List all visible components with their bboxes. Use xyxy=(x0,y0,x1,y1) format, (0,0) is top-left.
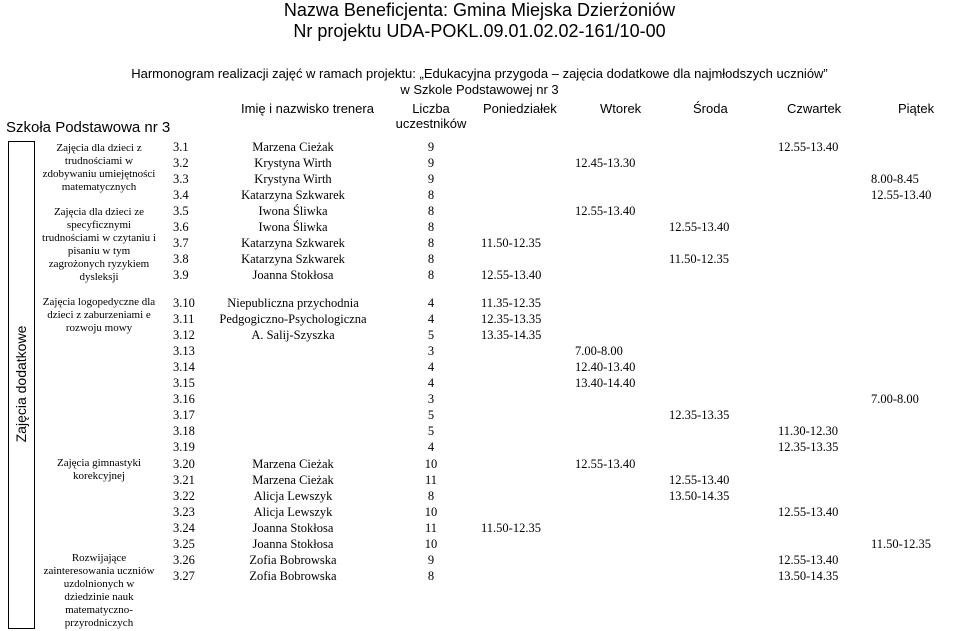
row-number: 3.7 xyxy=(173,236,189,250)
trainer-name: Iwona Śliwka xyxy=(258,220,328,234)
class-time: 7.00-8.00 xyxy=(871,392,919,406)
trainer-name: Marzena Cieżak xyxy=(252,140,334,154)
day-header-thursday: Czwartek xyxy=(787,101,842,116)
trainer-name: Zofia Bobrowska xyxy=(249,553,337,567)
participant-count: 8 xyxy=(427,220,435,234)
participant-count: 4 xyxy=(427,440,435,454)
participant-count: 4 xyxy=(427,360,435,374)
row-number: 3.20 xyxy=(173,457,195,471)
participant-count: 8 xyxy=(427,204,435,218)
class-time: 13.40-14.40 xyxy=(575,376,636,390)
category-label-line: rozwoju mowy xyxy=(65,322,133,334)
participant-count: 11 xyxy=(424,521,438,535)
participant-count: 5 xyxy=(427,408,435,422)
participant-count: 8 xyxy=(427,268,435,282)
row-number: 3.19 xyxy=(173,440,195,454)
row-number: 3.1 xyxy=(173,140,189,154)
class-time: 12.40-13.40 xyxy=(575,360,636,374)
participant-count: 5 xyxy=(427,424,435,438)
class-time: 12.45-13.30 xyxy=(575,156,636,170)
trainer-name: Alicja Lewszyk xyxy=(253,505,333,519)
row-number: 3.5 xyxy=(173,204,189,218)
category-label xyxy=(36,457,162,483)
row-number: 3.25 xyxy=(173,537,195,551)
row-number: 3.11 xyxy=(173,312,195,326)
class-time: 8.00-8.45 xyxy=(871,172,919,186)
participant-count: 8 xyxy=(427,236,435,250)
trainer-name: Katarzyna Szkwarek xyxy=(241,236,345,250)
category-label xyxy=(36,552,162,630)
trainer-name: Joanna Stokłosa xyxy=(252,268,334,282)
row-number: 3.12 xyxy=(173,328,195,342)
category-label-line: Zajęcia logopedyczne dla xyxy=(42,296,156,308)
row-number: 3.21 xyxy=(173,473,195,487)
class-time: 12.35-13.35 xyxy=(481,312,542,326)
row-number: 3.26 xyxy=(173,553,195,567)
category-label xyxy=(36,206,162,284)
beneficiary-title: Nazwa Beneficjenta: Gmina Miejska Dzierżoniów xyxy=(283,0,676,20)
project-number: Nr projektu UDA-POKL.09.01.02.02-161/10-00 xyxy=(293,21,666,41)
row-number: 3.14 xyxy=(173,360,195,374)
category-label-line: pisaniu w tym xyxy=(67,245,131,257)
row-number: 3.27 xyxy=(173,569,195,583)
trainer-name: Alicja Lewszyk xyxy=(253,489,333,503)
participant-count: 3 xyxy=(427,392,435,406)
trainer-name: A. Salij-Szyszka xyxy=(251,328,335,342)
row-number: 3.17 xyxy=(173,408,195,422)
schedule-title: Harmonogram realizacji zajęć w ramach projektu: „Edukacyjna przygoda – zajęcia dodatkowe dla najmłodszych uczniów” xyxy=(131,66,828,81)
participant-count: 8 xyxy=(427,569,435,583)
class-time: 11.50-12.35 xyxy=(481,236,541,250)
row-number: 3.6 xyxy=(173,220,189,234)
category-label-line: Zajęcia dla dzieci z xyxy=(56,142,142,154)
row-number: 3.13 xyxy=(173,344,195,358)
category-label-line: dzieci z zaburzeniami e xyxy=(47,309,151,321)
participant-count: 10 xyxy=(424,537,438,551)
class-time: 12.55-13.40 xyxy=(778,505,839,519)
class-time: 12.55-13.40 xyxy=(481,268,542,282)
category-label-line: specyficznymi xyxy=(66,219,132,231)
row-number: 3.23 xyxy=(173,505,195,519)
category-label-line: zdobywaniu umiejętności xyxy=(42,168,156,180)
class-time: 11.50-12.35 xyxy=(669,252,729,266)
side-label: Zajęcia dodatkowe xyxy=(13,325,29,443)
row-number: 3.8 xyxy=(173,252,189,266)
class-time: 13.35-14.35 xyxy=(481,328,542,342)
class-time: 12.35-13.35 xyxy=(778,440,839,454)
class-time: 11.50-12.35 xyxy=(871,537,931,551)
category-label-line: dysleksji xyxy=(79,271,119,283)
class-time: 12.55-13.40 xyxy=(669,220,730,234)
participant-count: 3 xyxy=(427,344,435,358)
class-time: 13.50-14.35 xyxy=(778,569,839,583)
class-time: 12.55-13.40 xyxy=(871,188,932,202)
participant-count: 9 xyxy=(427,156,435,170)
participant-count: 9 xyxy=(427,172,435,186)
category-label-line: zainteresowania uczniów xyxy=(43,565,155,577)
trainer-name: Krystyna Wirth xyxy=(254,172,332,186)
row-number: 3.15 xyxy=(173,376,195,390)
class-time: 13.50-14.35 xyxy=(669,489,730,503)
category-label-line: matematyczno- xyxy=(65,604,133,616)
trainer-column-header: Imię i nazwisko trenera xyxy=(241,101,374,116)
category-label-line: zagrożonych ryzykiem xyxy=(48,258,150,270)
class-time: 11.35-12.35 xyxy=(481,296,541,310)
class-time: 11.30-12.30 xyxy=(778,424,838,438)
day-header-monday: Poniedziałek xyxy=(483,101,557,116)
trainer-name: Katarzyna Szkwarek xyxy=(241,252,345,266)
trainer-name: Iwona Śliwka xyxy=(258,204,328,218)
trainer-name: Joanna Stokłosa xyxy=(252,537,334,551)
row-number: 3.3 xyxy=(173,172,189,186)
class-time: 12.55-13.40 xyxy=(669,473,730,487)
category-label-line: Rozwijające xyxy=(71,552,127,564)
participant-count: 4 xyxy=(427,296,435,310)
category-label-line: trudnościami w xyxy=(64,155,134,167)
trainer-name: Zofia Bobrowska xyxy=(249,569,337,583)
participant-count: 5 xyxy=(427,328,435,342)
category-label-line: korekcyjnej xyxy=(73,470,125,482)
row-number: 3.24 xyxy=(173,521,195,535)
day-header-friday: Piątek xyxy=(898,101,935,116)
participant-count: 11 xyxy=(424,473,438,487)
participant-count: 10 xyxy=(424,457,438,471)
day-header-tuesday: Wtorek xyxy=(600,101,642,116)
trainer-name: Niepubliczna przychodnia xyxy=(227,296,359,310)
participant-count: 10 xyxy=(424,505,438,519)
category-label-line: Zajęcia dla dzieci ze xyxy=(53,206,145,218)
count-column-header-2: uczestników xyxy=(395,116,467,131)
category-label-line: matematycznych xyxy=(61,181,137,193)
trainer-name: Marzena Cieżak xyxy=(252,473,334,487)
school-line: w Szkole Podstawowej nr 3 xyxy=(400,82,559,97)
trainer-name: Krystyna Wirth xyxy=(254,156,332,170)
trainer-name: Joanna Stokłosa xyxy=(252,521,334,535)
participant-count: 8 xyxy=(427,489,435,503)
school-label: Szkoła Podstawowa nr 3 xyxy=(6,119,171,136)
category-label-line: uzdolnionych w xyxy=(63,578,135,590)
participant-count: 4 xyxy=(427,376,435,390)
participant-count: 8 xyxy=(427,188,435,202)
class-time: 7.00-8.00 xyxy=(575,344,623,358)
row-number: 3.2 xyxy=(173,156,189,170)
day-header-wednesday: Środa xyxy=(693,101,728,116)
category-label xyxy=(36,296,162,335)
row-number: 3.16 xyxy=(173,392,195,406)
class-time: 12.55-13.40 xyxy=(778,140,839,154)
row-number: 3.18 xyxy=(173,424,195,438)
category-label-line: trudnościami w czytaniu i xyxy=(42,232,156,244)
class-time: 12.55-13.40 xyxy=(575,204,636,218)
count-column-header: Liczba xyxy=(412,101,450,116)
class-time: 12.55-13.40 xyxy=(575,457,636,471)
row-number: 3.10 xyxy=(173,296,195,310)
row-number: 3.9 xyxy=(173,268,189,282)
participant-count: 9 xyxy=(427,553,435,567)
category-label-line: dziedzinie nauk xyxy=(64,591,134,603)
row-number: 3.22 xyxy=(173,489,195,503)
class-time: 11.50-12.35 xyxy=(481,521,541,535)
trainer-name: Marzena Cieżak xyxy=(252,457,334,471)
participant-count: 4 xyxy=(427,312,435,326)
category-label xyxy=(36,142,162,194)
category-label-line: Zajęcia gimnastyki xyxy=(57,457,141,469)
trainer-name: Katarzyna Szkwarek xyxy=(241,188,345,202)
class-time: 12.35-13.35 xyxy=(669,408,730,422)
participant-count: 8 xyxy=(427,252,435,266)
class-time: 12.55-13.40 xyxy=(778,553,839,567)
trainer-name: Pedgogiczno-Psychologiczna xyxy=(219,312,367,326)
participant-count: 9 xyxy=(427,140,435,154)
row-number: 3.4 xyxy=(173,188,189,202)
category-label-line: przyrodniczych xyxy=(64,617,134,629)
